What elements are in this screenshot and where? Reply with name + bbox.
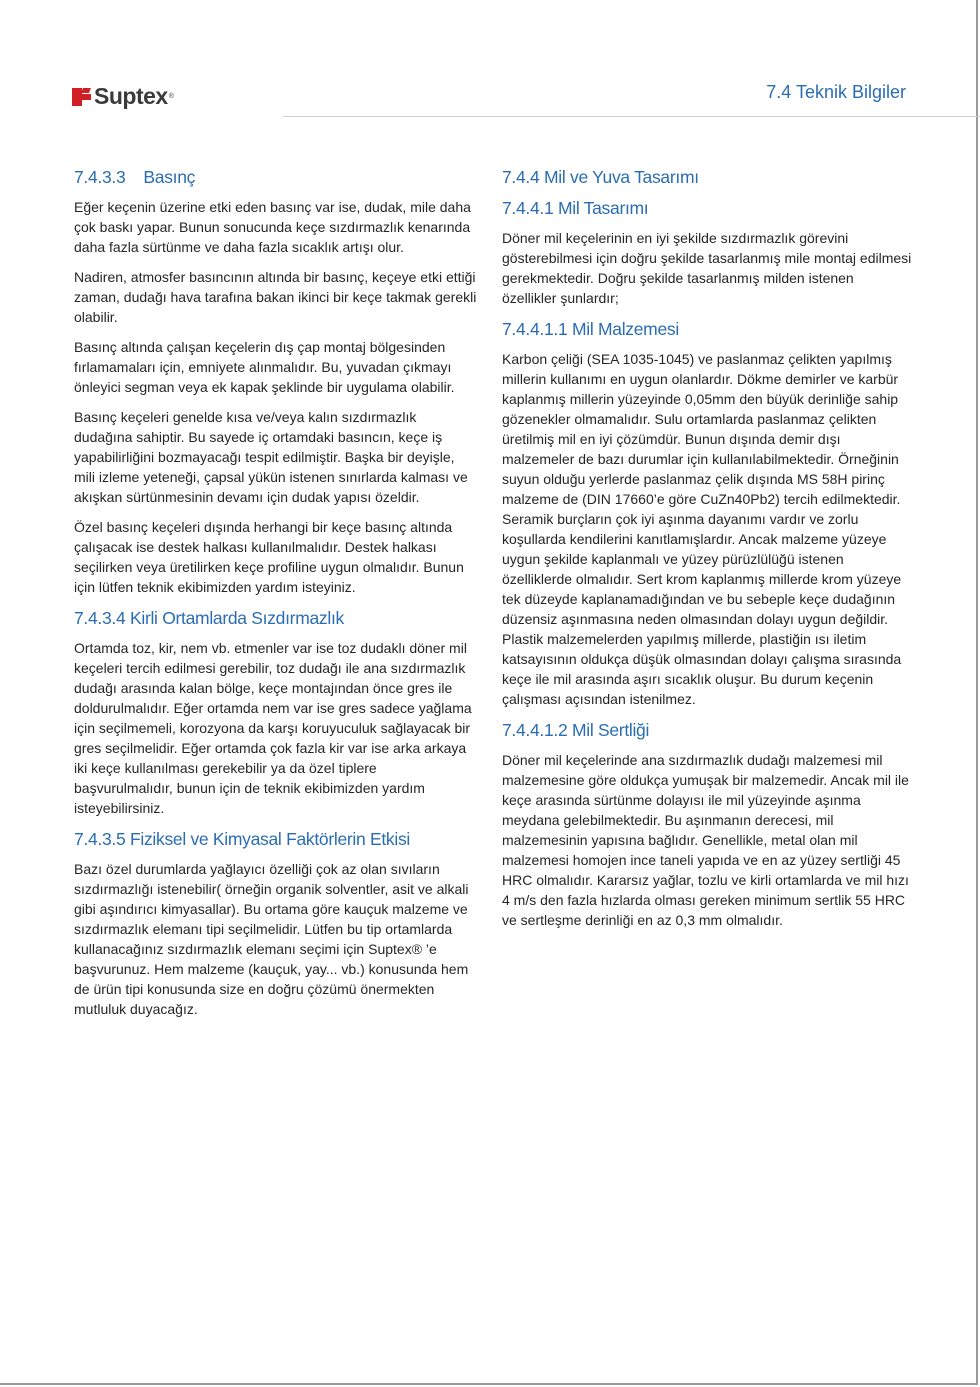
paragraph: Ortamda toz, kir, nem vb. etmenler var ise toz dudaklı döner mil keçeleri tercih edilmesi gerebilir, toz dudağı ile ana sızdırmazlık dudağı arasında kalan bölge, keçe montajından önce gres ile doldurulmalıdır. Eğer ortamda nem var ise gres sadece yağlama için seçilmemeli, korozyona da karşı koruyuculuk sağlayacak bir gres seçilmelidir. Eğer ortamda çok fazla kir var ise arka arkaya iki keçe kullanılması gerekebilir ya da özel tiplere başvurulmalıdır, bunun için de teknik ekibimizden yardım isteyebilirsiniz.: [74, 640, 472, 816]
logo-mark-icon: [72, 86, 92, 106]
brand-logo: [72, 84, 174, 108]
right-column: [502, 166, 912, 940]
brand-registered-mark: ®: [168, 92, 174, 100]
paragraph: Karbon çeliği (SEA 1035-1045) ve paslanmaz çelikten yapılmış millerin kullanımı en uygun olanlardır. Dökme demirler ve karbür kaplanmış millerin yüzeyinde 0,05mm den büyük derinliğe sahip gözenekler olmamalıdır. Sulu ortamlarda paslanmaz çelikten üretilmiş mil en iyi çözümdür. Bunun dışında demir dışı malzemeler de bazı durumlar için kullanılabilmektedir. Örneğinin suyun olduğu yerlerde paslanmaz çelik dışında MS 58H pirinç malzeme de (DIN 17660’e göre CuZn40Pb2) tercih edilmektedir. Seramik burçların çok iyi aşınma dayanımı vardır ve zorlu koşullarda kendilerini kanıtlamışlardır. Ancak malzeme yüzeye uygun şekilde kaplanmalı ve yüzey pürüzlülüğü istenen özelliklerde olmalıdır. Sert krom kaplanmış millerde krom yüzeye tek düzeyde kaplanamadığından ve bu sebeple keçe dudağının düzensiz aşınmasına neden olmasından dolayı uygun değildir. Plastik malzemelerden yapılmış millerde, plastiğin ısı iletim katsayısının oldukça düşük olmasından dolayı çalışma sırasında keçe ile mil arasında aşırı sıcaklık oluşur. Bu durum keçenin çalışması açısından istenilmez.: [502, 351, 902, 707]
heading-7-4-4-1-1: 7.4.4.1.1 Mil Malzemesi: [502, 319, 679, 339]
heading-text: Basınç: [143, 167, 196, 187]
paragraph: Döner mil keçelerinde ana sızdırmazlık dudağı malzemesi mil malzemesine göre oldukça yumuşak bir malzemedir. Ancak mil ile keçe arasında sürtünme dolayısı ile mil yüzeyinde aşınma meydana gelebilmektedir. Bu aşınmanın derecesi, mil malzemesinin yapısına bağlıdır. Genellikle, metal olan mil malzemesi homojen ince taneli yapıda ve en az yüzey sertliği 45 HRC olmalıdır. Kararsız yağlar, tozlu ve kirli ortamlarda ve mil hızı 4 m/s den fazla hızlarda olması gereken minimum sertlik 55 HRC ve sertleşme derinliği en az 0,3 mm olmalıdır.: [502, 752, 909, 928]
section-title: 7.4 Teknik Bilgiler: [766, 82, 906, 102]
heading-7-4-4-1: 7.4.4.1 Mil Tasarımı: [502, 198, 649, 218]
heading-7-4-3-4: 7.4.3.4 Kirli Ortamlarda Sızdırmazlık: [74, 608, 344, 628]
paragraph: Döner mil keçelerinin en iyi şekilde sızdırmazlık görevini gösterebilmesi için doğru şekilde tasarlanmış mile montaj edilmesi gerekmektedir. Doğru şekilde tasarlanmış milden istenen özellikler şunlardır;: [502, 230, 912, 306]
paragraph: Basınç altında çalışan keçelerin dış çap montaj bölgesinden fırlamamaları için, emniyete alınmalıdır. Bu, yuvadan çıkmayı önleyici segman veya ek kapak şeklinde bir uygulama olabilir.: [74, 339, 455, 395]
brand-name: Suptex: [94, 82, 168, 109]
paragraph: Eğer keçenin üzerine etki eden basınç var ise, dudak, mile daha çok baskı yapar. Bunun sonucunda keçe sızdırmazlık kenarında daha fazla sürtünme ve daha fazla sıcaklık artışı olur.: [74, 199, 471, 255]
heading-7-4-4-1-2: 7.4.4.1.2 Mil Sertliği: [502, 720, 650, 740]
heading-7-4-4: 7.4.4 Mil ve Yuva Tasarımı: [502, 167, 699, 187]
paragraph: Özel basınç keçeleri dışında herhangi bir keçe basınç altında çalışacak ise destek halkası kullanılmalıdır. Destek halkası seçilirken veya üretilirken keçe profiline uygun olmalıdır. Bunun için lütfen teknik ekibimizden yardım isteyiniz.: [74, 519, 464, 595]
paragraph: Nadiren, atmosfer basıncının altında bir basınç, keçeye etki ettiği zaman, dudağı hava tarafına bakan ikinci bir keçe takmak gerekli olabilir.: [74, 269, 477, 325]
heading-7-4-3-5: 7.4.3.5 Fiziksel ve Kimyasal Faktörlerin Etkisi: [74, 829, 411, 849]
paragraph: Basınç keçeleri genelde kısa ve/veya kalın sızdırmazlık dudağına sahiptir. Bu sayede iç ortamdaki basıncın, keçe iş yapabilirliğini bozmayacağı tespit edilmiştir. Başka bir deyişle, mili izleme yeteneği, çapsal yükün istenen sınırlarda kalması ve akışkan sürtünmesinin devamı için dudak yapısı özeldir.: [74, 409, 468, 505]
heading-7-4-3-3: [74, 166, 478, 188]
heading-number: 7.4.3.3: [74, 167, 126, 187]
paragraph: Bazı özel durumlarda yağlayıcı özelliği çok az olan sıvıların sızdırmazlığı istenebilir( örneğin organik solventler, asit ve alkali gibi aşındırıcı kimyasallar). Bu ortama göre kauçuk malzeme ve sızdırmazlık elemanı tipi seçilmelidir. Lütfen bu tip ortamlarda kullanacağınız sızdırmazlık elemanı seçimi için Suptex® ’e başvurunuz. Hem malzeme (kauçuk, yay... vb.) konusunda hem de ürün tipi konusunda size en doğru çözümü önermekten mutluluk duyacağız.: [74, 861, 469, 1017]
left-column: [74, 166, 478, 1029]
header-divider: [283, 116, 980, 117]
